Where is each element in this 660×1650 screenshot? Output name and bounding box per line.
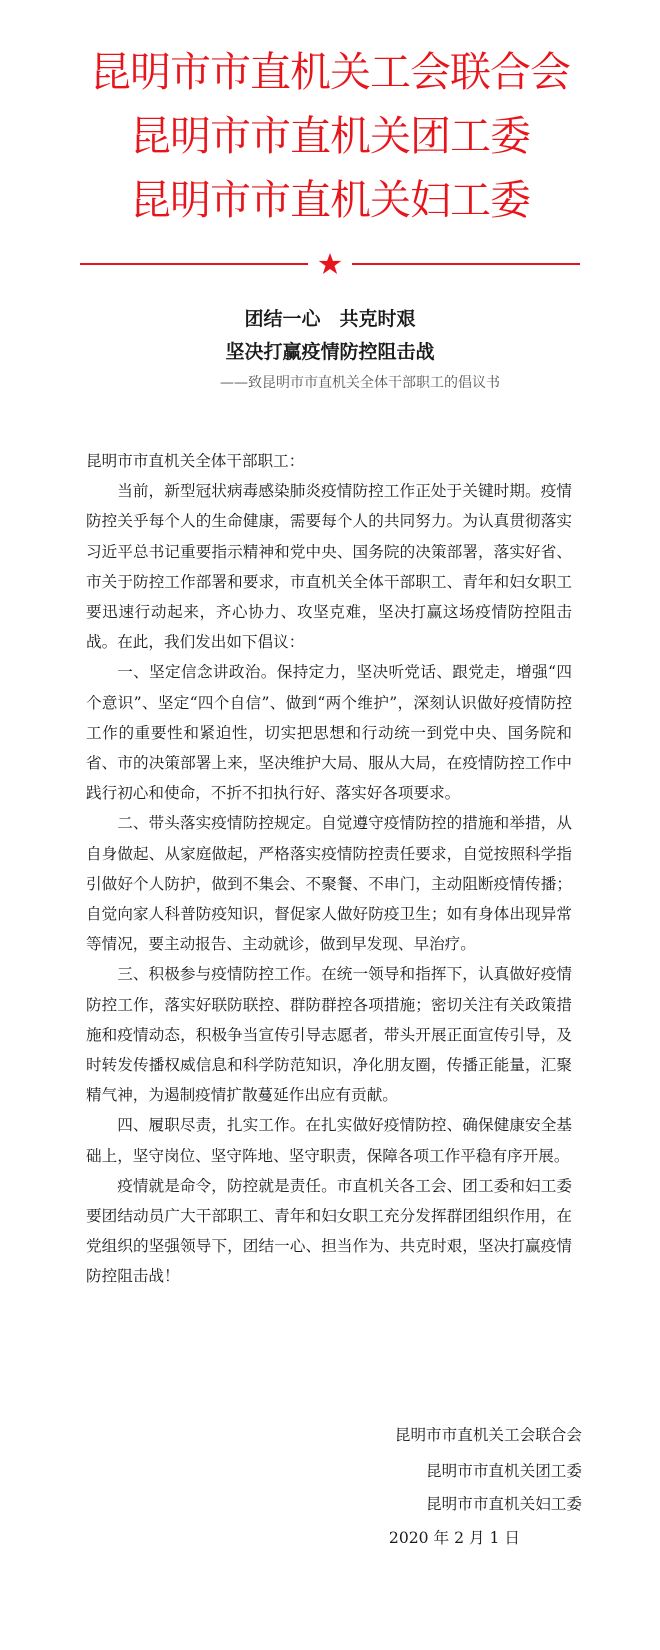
paragraph-closing: 疫情就是命令，防控就是责任。市直机关各工会、团工委和妇工委要团结动员广大干部职工、青年和妇女职工充分发挥群团组织作用，在党组织的坚强领导下，团结一心、担当作为、共克时艰，坚决打赢疫情防控阻击战！: [86, 1176, 572, 1286]
letterhead: [0, 40, 660, 232]
letterhead-org-1: 昆明市市直机关工会联合会: [90, 48, 570, 96]
paragraph-point-2: 二、带头落实疫情防控规定。自觉遵守疫情防控的措施和举措，从自身做起、从家庭做起，严格落实疫情防控责任要求，自觉按照科学指引做好个人防护，做到不集会、不聚餐、不串门，主动阻断疫情传播；自觉向家人科普防疫知识，督促家人做好防疫卫生；如有身体出现异常等情况，要主动报告、主动就诊，做到早发现、早治疗。: [86, 814, 572, 954]
signature-date: 2020 年 2 月 1 日: [388, 1529, 520, 1547]
signature-org-2: 昆明市市直机关团工委: [426, 1462, 582, 1480]
paragraph-point-3: 三、积极参与疫情防控工作。在统一领导和指挥下，认真做好疫情防控工作，落实好联防联控、群防群控各项措施；密切关注有关政策措施和疫情动态，积极争当宣传引导志愿者，带头开展正面宣传引导，及时转发传播权威信息和科学防范知识，净化朋友圈，传播正能量，汇聚精气神，为遏制疫情扩散蔓延作出应有贡献。: [86, 965, 572, 1105]
letterhead-org-2: 昆明市市直机关团工委: [130, 112, 530, 160]
letter-body: [86, 446, 572, 1292]
paragraph-point-1: 一、坚定信念讲政治。保持定力，坚决听党话、跟党走，增强“四个意识”、坚定“四个自信”、做到“两个维护”，深刻认识做好疫情防控工作的重要性和紧迫性，切实把思想和行动统一到党中央、国务院和省、市的决策部署上来，坚决维护大局、服从大局，在疫情防控工作中践行初心和使命，不折不扣执行好、落实好各项要求。: [86, 663, 572, 803]
signature-org-1: 昆明市市直机关工会联合会: [394, 1426, 582, 1444]
red-star-icon: [318, 252, 342, 276]
divider-line-right: [352, 263, 580, 265]
paragraph-intro: 当前，新型冠状病毒感染肺炎疫情防控工作正处于关键时期。疫情防控关乎每个人的生命健康，需要每个人的共同努力。为认真贯彻落实习近平总书记重要指示精神和党中央、国务院的决策部署，落实好省、市关于防控工作部署和要求，市直机关全体干部职工、青年和妇女职工要迅速行动起来，齐心协力、攻坚克难，坚决打赢这场疫情防控阻击战。在此，我们发出如下倡议：: [86, 482, 572, 652]
salutation: 昆明市市直机关全体干部职工：: [86, 452, 305, 470]
divider-line-left: [80, 263, 308, 265]
red-divider: [80, 252, 580, 276]
title-block: [0, 303, 660, 397]
paragraph-point-4: 四、履职尽责，扎实工作。在扎实做好疫情防控、确保健康安全基础上，坚守岗位、坚守阵地、坚守职责，保障各项工作平稳有序开展。: [86, 1116, 572, 1165]
letterhead-org-3: 昆明市市直机关妇工委: [130, 176, 530, 224]
signature-org-3: 昆明市市直机关妇工委: [426, 1495, 582, 1513]
title-line-1: 团结一心 共克时艰: [244, 308, 416, 330]
subtitle: ——致昆明市市直机关全体干部职工的倡议书: [220, 375, 500, 391]
title-line-2: 坚决打赢疫情防控阻击战: [225, 341, 435, 363]
